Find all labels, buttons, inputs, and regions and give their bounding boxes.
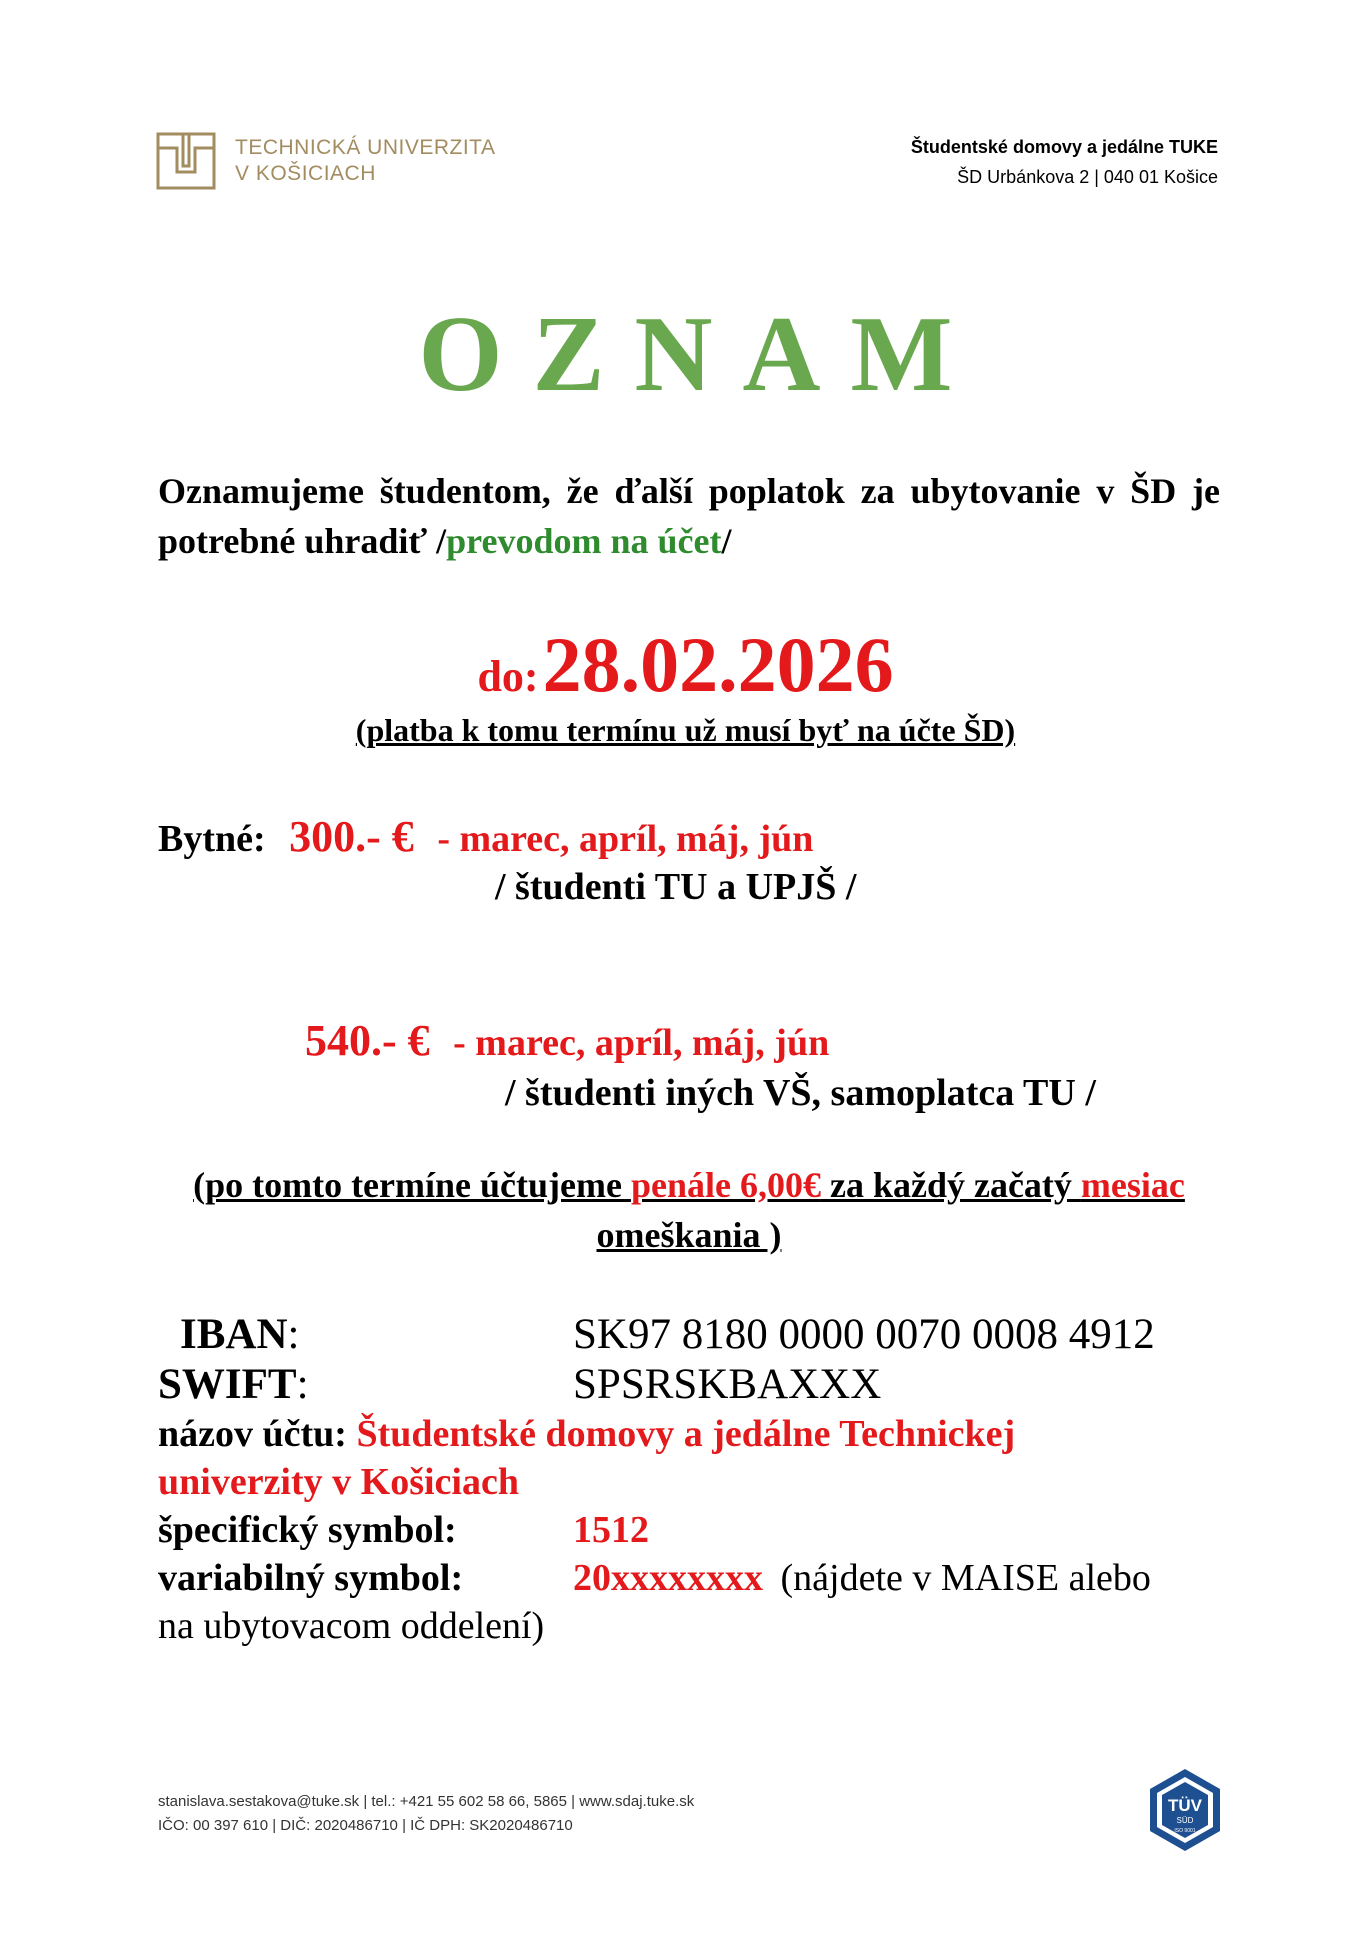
specific-symbol-row bbox=[158, 1506, 1220, 1554]
deadline bbox=[0, 620, 1371, 710]
iban-value: SK97 8180 0000 0070 0008 4912 bbox=[573, 1311, 1155, 1358]
swift-value: SPSRSKBAXXX bbox=[573, 1361, 882, 1408]
variable-value: 20xxxxxxxx bbox=[573, 1557, 763, 1599]
rent-item-2 bbox=[305, 1016, 829, 1068]
rent-label: Bytné: bbox=[158, 818, 266, 860]
penalty-amount: penále 6,00€ bbox=[630, 1165, 821, 1205]
sud-text: SÜD bbox=[1176, 1816, 1194, 1825]
variable-note-2: na ubytovacom oddelení) bbox=[158, 1605, 545, 1647]
deadline-note: (platba k tomu termínu už musí byť na účte ŠD) bbox=[355, 712, 1016, 748]
tu-logo-icon bbox=[155, 130, 217, 192]
deadline-date: 28.02.2026 bbox=[542, 621, 894, 708]
intro-highlight: prevodom na účet bbox=[446, 521, 722, 561]
penalty-text-2: za každý začatý bbox=[820, 1165, 1081, 1205]
rent-item-1 bbox=[158, 812, 813, 864]
rent-amount-1: 300.- € bbox=[289, 812, 414, 861]
logo-text bbox=[235, 135, 495, 187]
penalty-period: mesiac bbox=[1080, 1165, 1185, 1205]
university-logo bbox=[155, 130, 515, 192]
rent-who-2: / študenti iných VŠ, samoplatca TU / bbox=[505, 1072, 1096, 1114]
penalty-text-3: omeškania ) bbox=[596, 1215, 782, 1255]
rent-months-2: - marec, apríl, máj, jún bbox=[453, 1022, 830, 1064]
penalty-text-1: (po tomto termíne účtujeme bbox=[193, 1165, 631, 1205]
swift-label: SWIFT bbox=[158, 1361, 297, 1408]
iso-text: ISO 9001 bbox=[1174, 1828, 1196, 1834]
account-label: názov účtu: bbox=[158, 1413, 347, 1455]
page-title: OZNAM bbox=[418, 295, 983, 414]
bank-details bbox=[158, 1310, 1220, 1650]
variable-symbol-row bbox=[158, 1554, 1220, 1650]
variable-note-1: (nájdete v MAISE alebo bbox=[780, 1557, 1151, 1599]
organization-header bbox=[911, 132, 1218, 192]
deadline-label: do: bbox=[477, 652, 539, 701]
intro-text: Oznamujeme študentom, že ďalší poplatok za ubytovanie v ŠD je potrebné uhradiť / bbox=[158, 471, 1220, 561]
tuv-text: TÜV bbox=[1168, 1796, 1202, 1815]
org-name: Študentské domovy a jedálne TUKE bbox=[910, 137, 1218, 157]
swift-row: SWIFT: SPSRSKBAXXX bbox=[158, 1361, 882, 1408]
account-name-1: Študentské domovy a jedálne Technickej bbox=[356, 1413, 1016, 1455]
rent-months-1: - marec, apríl, máj, jún bbox=[437, 818, 814, 860]
org-address: ŠD Urbánkova 2 | 040 01 Košice bbox=[957, 167, 1218, 187]
footer bbox=[158, 1790, 694, 1838]
penalty-note bbox=[158, 1160, 1220, 1260]
account-name-2: univerzity v Košiciach bbox=[158, 1461, 519, 1503]
logo-line-2: V KOŠICIACH bbox=[235, 162, 376, 185]
account-name-row bbox=[158, 1410, 1220, 1506]
specific-label: špecifický symbol: bbox=[158, 1509, 457, 1551]
logo-line-1: TECHNICKÁ UNIVERZITA bbox=[235, 136, 496, 159]
iban-row: IBAN: SK97 8180 0000 0070 0008 4912 bbox=[180, 1311, 1155, 1358]
intro-end: / bbox=[721, 521, 732, 561]
tuv-certification-icon bbox=[1140, 1765, 1230, 1855]
footer-contacts: stanislava.sestakova@tuke.sk | tel.: +421 55 602 58 66, 5865 | www.sdaj.tuke.sk bbox=[158, 1793, 695, 1810]
footer-ids: IČO: 00 397 610 | DIČ: 2020486710 | IČ DPH: SK2020486710 bbox=[158, 1817, 573, 1834]
variable-label: variabilný symbol: bbox=[158, 1557, 464, 1599]
specific-value: 1512 bbox=[573, 1509, 649, 1551]
intro-paragraph bbox=[158, 466, 1220, 566]
iban-label: IBAN bbox=[180, 1311, 288, 1358]
rent-who-1: / študenti TU a UPJŠ / bbox=[495, 866, 857, 908]
rent-amount-2: 540.- € bbox=[305, 1016, 430, 1065]
